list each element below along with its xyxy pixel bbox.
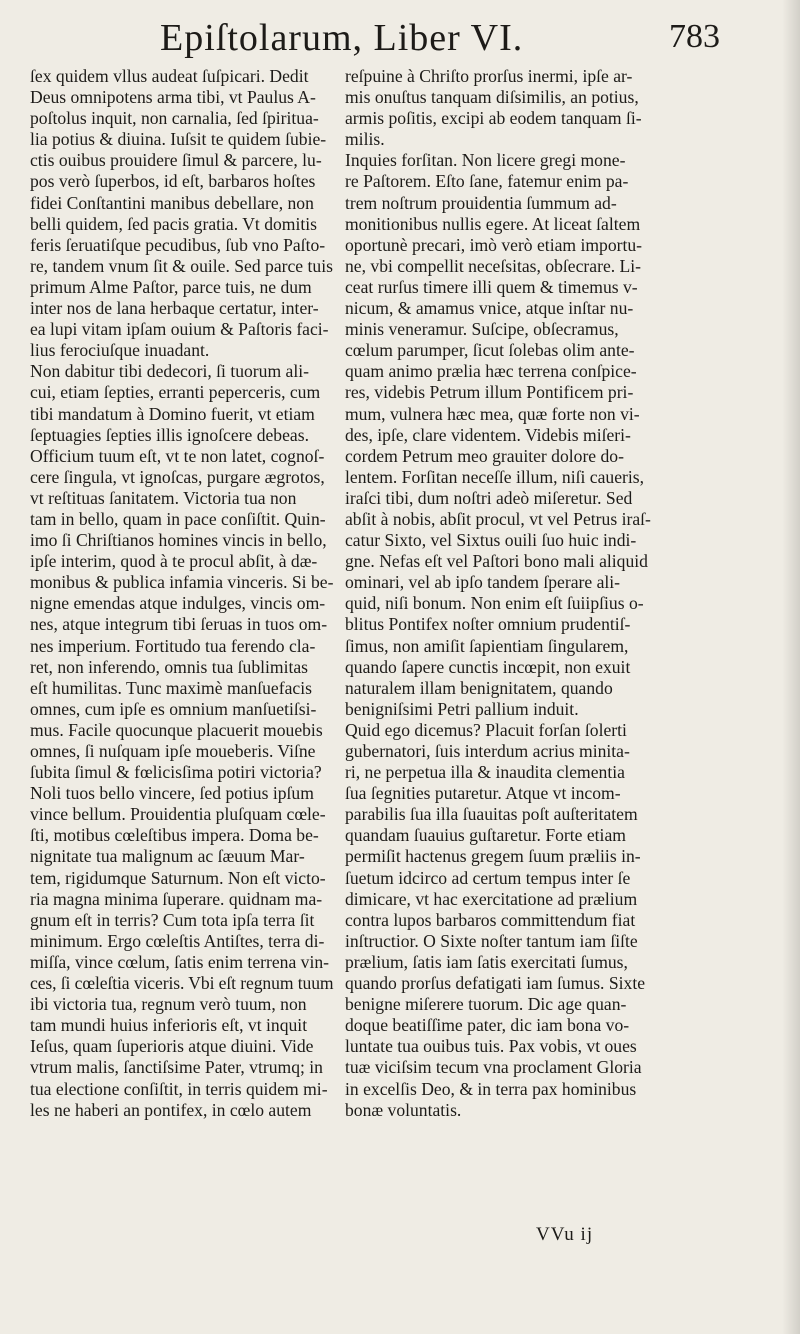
text-line: minis veneramur. Suſcipe, obſecramus,	[345, 319, 619, 340]
text-line: pos verò ſuperbos, id eſt, barbaros hoſtes	[30, 171, 316, 192]
text-line: gne. Nefas eſt vel Paſtori bono mali aliquid	[345, 551, 648, 572]
text-line: catur Sixto, vel Sixtus ouili ſuo huic indi-	[345, 530, 637, 551]
text-line: ſuetum idcirco ad certum tempus inter ſe	[345, 867, 631, 888]
text-line: mum, vulnera hæc mea, quæ forte non vi-	[345, 403, 640, 424]
text-line: vtrum malis, ſanctiſsime Pater, vtrumq; in	[30, 1057, 323, 1078]
text-line: permiſit hactenus gregem ſuum præliis in-	[345, 846, 641, 867]
text-line: ſeptuagies ſepties illis ignoſcere debeas.	[30, 424, 309, 445]
text-line: trem noſtrum prouidentia ſummum ad-	[345, 192, 617, 213]
text-line: gnum eſt in terris? Cum tota ipſa terra ſit	[30, 909, 315, 930]
text-line: nigne emendas atque indulges, vincis om-	[30, 593, 326, 614]
text-line: armis poſitis, excipi ab eodem tanquam ſi-	[345, 108, 642, 129]
text-line: des, ipſe, clare videntem. Videbis miſeri-	[345, 424, 631, 445]
text-line: prælium, ſatis iam ſatis exercitati ſumus,	[345, 951, 628, 972]
text-line: Officium tuum eſt, vt te non latet, cognoſ-	[30, 445, 325, 466]
text-line: benigne miſerere tuorum. Dic age quan-	[345, 994, 627, 1015]
text-line: primum Alme Paſtor, parce tuis, ne dum	[30, 276, 312, 297]
text-line: quam animo prælia hæc terrena conſpice-	[345, 361, 637, 382]
text-line: tem, rigidumque Saturnum. Non eſt victo-	[30, 867, 326, 888]
text-line: Ieſus, quam ſuperioris atque diuini. Vide	[30, 1036, 314, 1057]
text-line: ea lupi vitam ipſam ouium & Paſtoris faci-	[30, 319, 329, 340]
text-line: quando prorſus defatigati iam ſumus. Sixte	[345, 973, 646, 994]
text-line: res, videbis Petrum illum Pontificem pri-	[345, 382, 634, 403]
text-line: ominari, vel ab ipſo tandem ſperare ali-	[345, 572, 621, 593]
text-line: ſex quidem vllus audeat ſuſpicari. Dedit	[30, 66, 309, 86]
text-line: iraſci tibi, dum noſtri adeò miſeretur. Sed	[345, 487, 633, 508]
text-line: vince bellum. Prouidentia pluſquam cœle-	[30, 804, 326, 825]
text-line: cordem Petrum meo grauiter dolore do-	[345, 445, 624, 466]
text-line: belli quidem, ſed pacis gratia. Vt domitis	[30, 213, 317, 234]
text-line: in excelſis Deo, & in terra pax hominibus	[345, 1078, 637, 1099]
text-line: contra lupos barbaros committendum fiat	[345, 909, 636, 930]
text-line: tuæ viciſsim tecum vna proclament Gloria	[345, 1057, 642, 1078]
text-line: miſſa, vince cœlum, ſatis enim terrena vin-	[30, 951, 329, 972]
text-line: naturalem illam benignitatem, quando	[345, 677, 613, 698]
text-line: inſtructior. O Sixte noſter tantum iam ſiſte	[345, 930, 638, 951]
text-line: omnes, ſi nuſquam ipſe moueberis. Viſne	[30, 741, 316, 761]
text-line: ria magna minima ſuperare. quidnam ma-	[30, 888, 323, 909]
text-line: minimum. Ergo cœleſtis Antiſtes, terra di-	[30, 930, 325, 951]
page-number: 783	[669, 18, 720, 55]
text-line: fidei Conſtantini manibus debellare, non	[30, 192, 314, 213]
running-head	[160, 10, 720, 66]
text-line: les ne haberi an pontifex, in cœlo autem	[30, 1099, 312, 1120]
text-line: lia potius & diuina. Iuſsit te quidem ſubie-	[30, 129, 327, 150]
text-line: quando ſapere cunctis incœpit, non exuit	[345, 656, 631, 677]
text-line: cœlum parumper, ſicut ſolebas olim ante-	[345, 340, 635, 361]
text-line: quid, niſi bonum. Non enim eſt ſuiipſius o-	[345, 593, 644, 614]
text-line: ctis ouibus prouidere ſimul & parcere, lu-	[30, 150, 322, 171]
text-line: quandam ſuauius guſtaretur. Forte etiam	[345, 825, 626, 846]
text-line: ri, ne perpetua illa & inaudita clementia	[345, 762, 625, 783]
text-line: nignitate tua malignum ac ſæuum Mar-	[30, 846, 305, 867]
text-line: ſimus, non amiſit ſapientiam ſingularem,	[345, 635, 629, 656]
text-line: ipſe interim, quod à te procul abſit, à dæ-	[30, 551, 318, 572]
text-line: mis onuſtus tanquam diſsimilis, an potius,	[345, 87, 639, 108]
signature-mark: VVu ij	[536, 1224, 594, 1245]
text-line: parabilis ſua illa ſuauitas poſt auſteritatem	[345, 804, 638, 825]
text-line: Quid ego dicemus? Placuit forſan ſolerti	[345, 719, 627, 740]
text-line: ne, vbi compellit neceſsitas, obſecrare. Li-	[345, 255, 642, 276]
text-line: blitus Pontifex noſter omnium prudentiſ-	[345, 614, 631, 635]
text-line: benigniſsimi Petri pallium induit.	[345, 698, 579, 719]
text-line: ceat rurſus timere illi quem & timemus v-	[345, 276, 638, 297]
text-line: Inquies forſitan. Non licere gregi mone-	[345, 150, 626, 171]
text-line: ibi victoria tua, regnum verò tuum, non	[30, 994, 307, 1015]
text-line: milis.	[345, 129, 385, 150]
text-line: poſtolus inquit, non carnalia, ſed ſpiritua-	[30, 108, 319, 129]
text-line: reſpuine à Chriſto prorſus inermi, ipſe ar-	[345, 66, 633, 86]
text-line: luntate tua ouibus tuis. Pax vobis, vt oues	[345, 1036, 637, 1057]
text-line: lentem. Forſitan neceſſe illum, niſi caueris,	[345, 466, 645, 487]
text-line: mus. Facile quocunque placuerit mouebis	[30, 719, 323, 740]
text-line: ſubita ſimul & fœlicisſima potiri victoria?	[30, 762, 322, 783]
text-line: nicum, & amamus vnice, atque inſtar nu-	[345, 298, 634, 319]
text-line: monibus & publica infamia vinceris. Si be-	[30, 572, 334, 593]
text-line: cere ſingula, vt ignoſcas, purgare ægrotos,	[30, 466, 325, 487]
text-line: abſit à nobis, abſit procul, vt vel Petrus iraſ-	[345, 508, 651, 529]
text-line: bonæ voluntatis.	[345, 1099, 462, 1120]
left-text-column	[30, 66, 334, 1121]
text-line: cui, etiam ſepties, erranti peperceris, cum	[30, 382, 321, 403]
text-line: ſua ſegnities putaretur. Atque vt incom-	[345, 783, 621, 804]
text-line: nes imperium. Fortitudo tua ferendo cla-	[30, 635, 316, 656]
text-line: re Paſtorem. Eſto ſane, fatemur enim pa-	[345, 171, 629, 192]
text-line: gubernatori, ſuis interdum acrius minita-	[345, 741, 630, 761]
text-line: eſt humilitas. Tunc maximè manſuefacis	[30, 677, 312, 698]
text-line: monitionibus nullis egere. At liceat ſaltem	[345, 213, 641, 234]
text-line: dimicare, vt hac exercitatione ad prælium	[345, 888, 638, 909]
text-line: tua electione conſiſtit, in terris quidem mi-	[30, 1078, 328, 1099]
text-line: ces, ſi cœleſtia viceris. Vbi eſt regnum tuum	[30, 973, 334, 994]
page-edge-shadow	[782, 0, 800, 1334]
text-line: tam in bello, quam in pace conſiſtit. Quin-	[30, 508, 326, 529]
text-line: omnes, cum ipſe es omnium manſuetiſsi-	[30, 698, 317, 719]
text-line: tibi mandatum à Domino fuerit, vt etiam	[30, 403, 315, 424]
text-line: feris ſeruatiſque pecudibus, ſub vno Paſto-	[30, 234, 326, 255]
text-line: oportunè precari, imò verò etiam importu-	[345, 234, 643, 255]
text-line: lius ferociuſque inuadant.	[30, 340, 210, 361]
text-line: doque beatiſſime pater, dic iam bona vo-	[345, 1015, 630, 1036]
page-title: Epiſtolarum, Liber VI.	[160, 17, 524, 59]
text-line: ret, non inferendo, omnis tua ſublimitas	[30, 656, 309, 677]
text-line: Deus omnipotens arma tibi, vt Paulus A-	[30, 87, 316, 108]
text-line: vt reſtituas ſanitatem. Victoria tua non	[30, 487, 297, 508]
text-line: Noli tuos bello vincere, ſed potius ipſum	[30, 783, 314, 804]
text-line: re, tandem vnum ſit & ouile. Sed parce tuis	[30, 255, 333, 276]
text-line: imo ſi Chriſtianos homines vincis in bello,	[30, 530, 327, 551]
right-text-column	[345, 66, 653, 1121]
text-line: inter nos de lana herbaque certatur, inter-	[30, 298, 319, 319]
text-line: tam mundi huius inferioris eſt, vt inquit	[30, 1015, 308, 1036]
text-line: Non dabitur tibi dedecori, ſi tuorum ali-	[30, 361, 309, 382]
text-line: ſti, motibus cœleſtibus impera. Doma be-	[30, 825, 319, 846]
text-line: nes, atque integrum tibi ſeruas in tuos om-	[30, 614, 328, 635]
